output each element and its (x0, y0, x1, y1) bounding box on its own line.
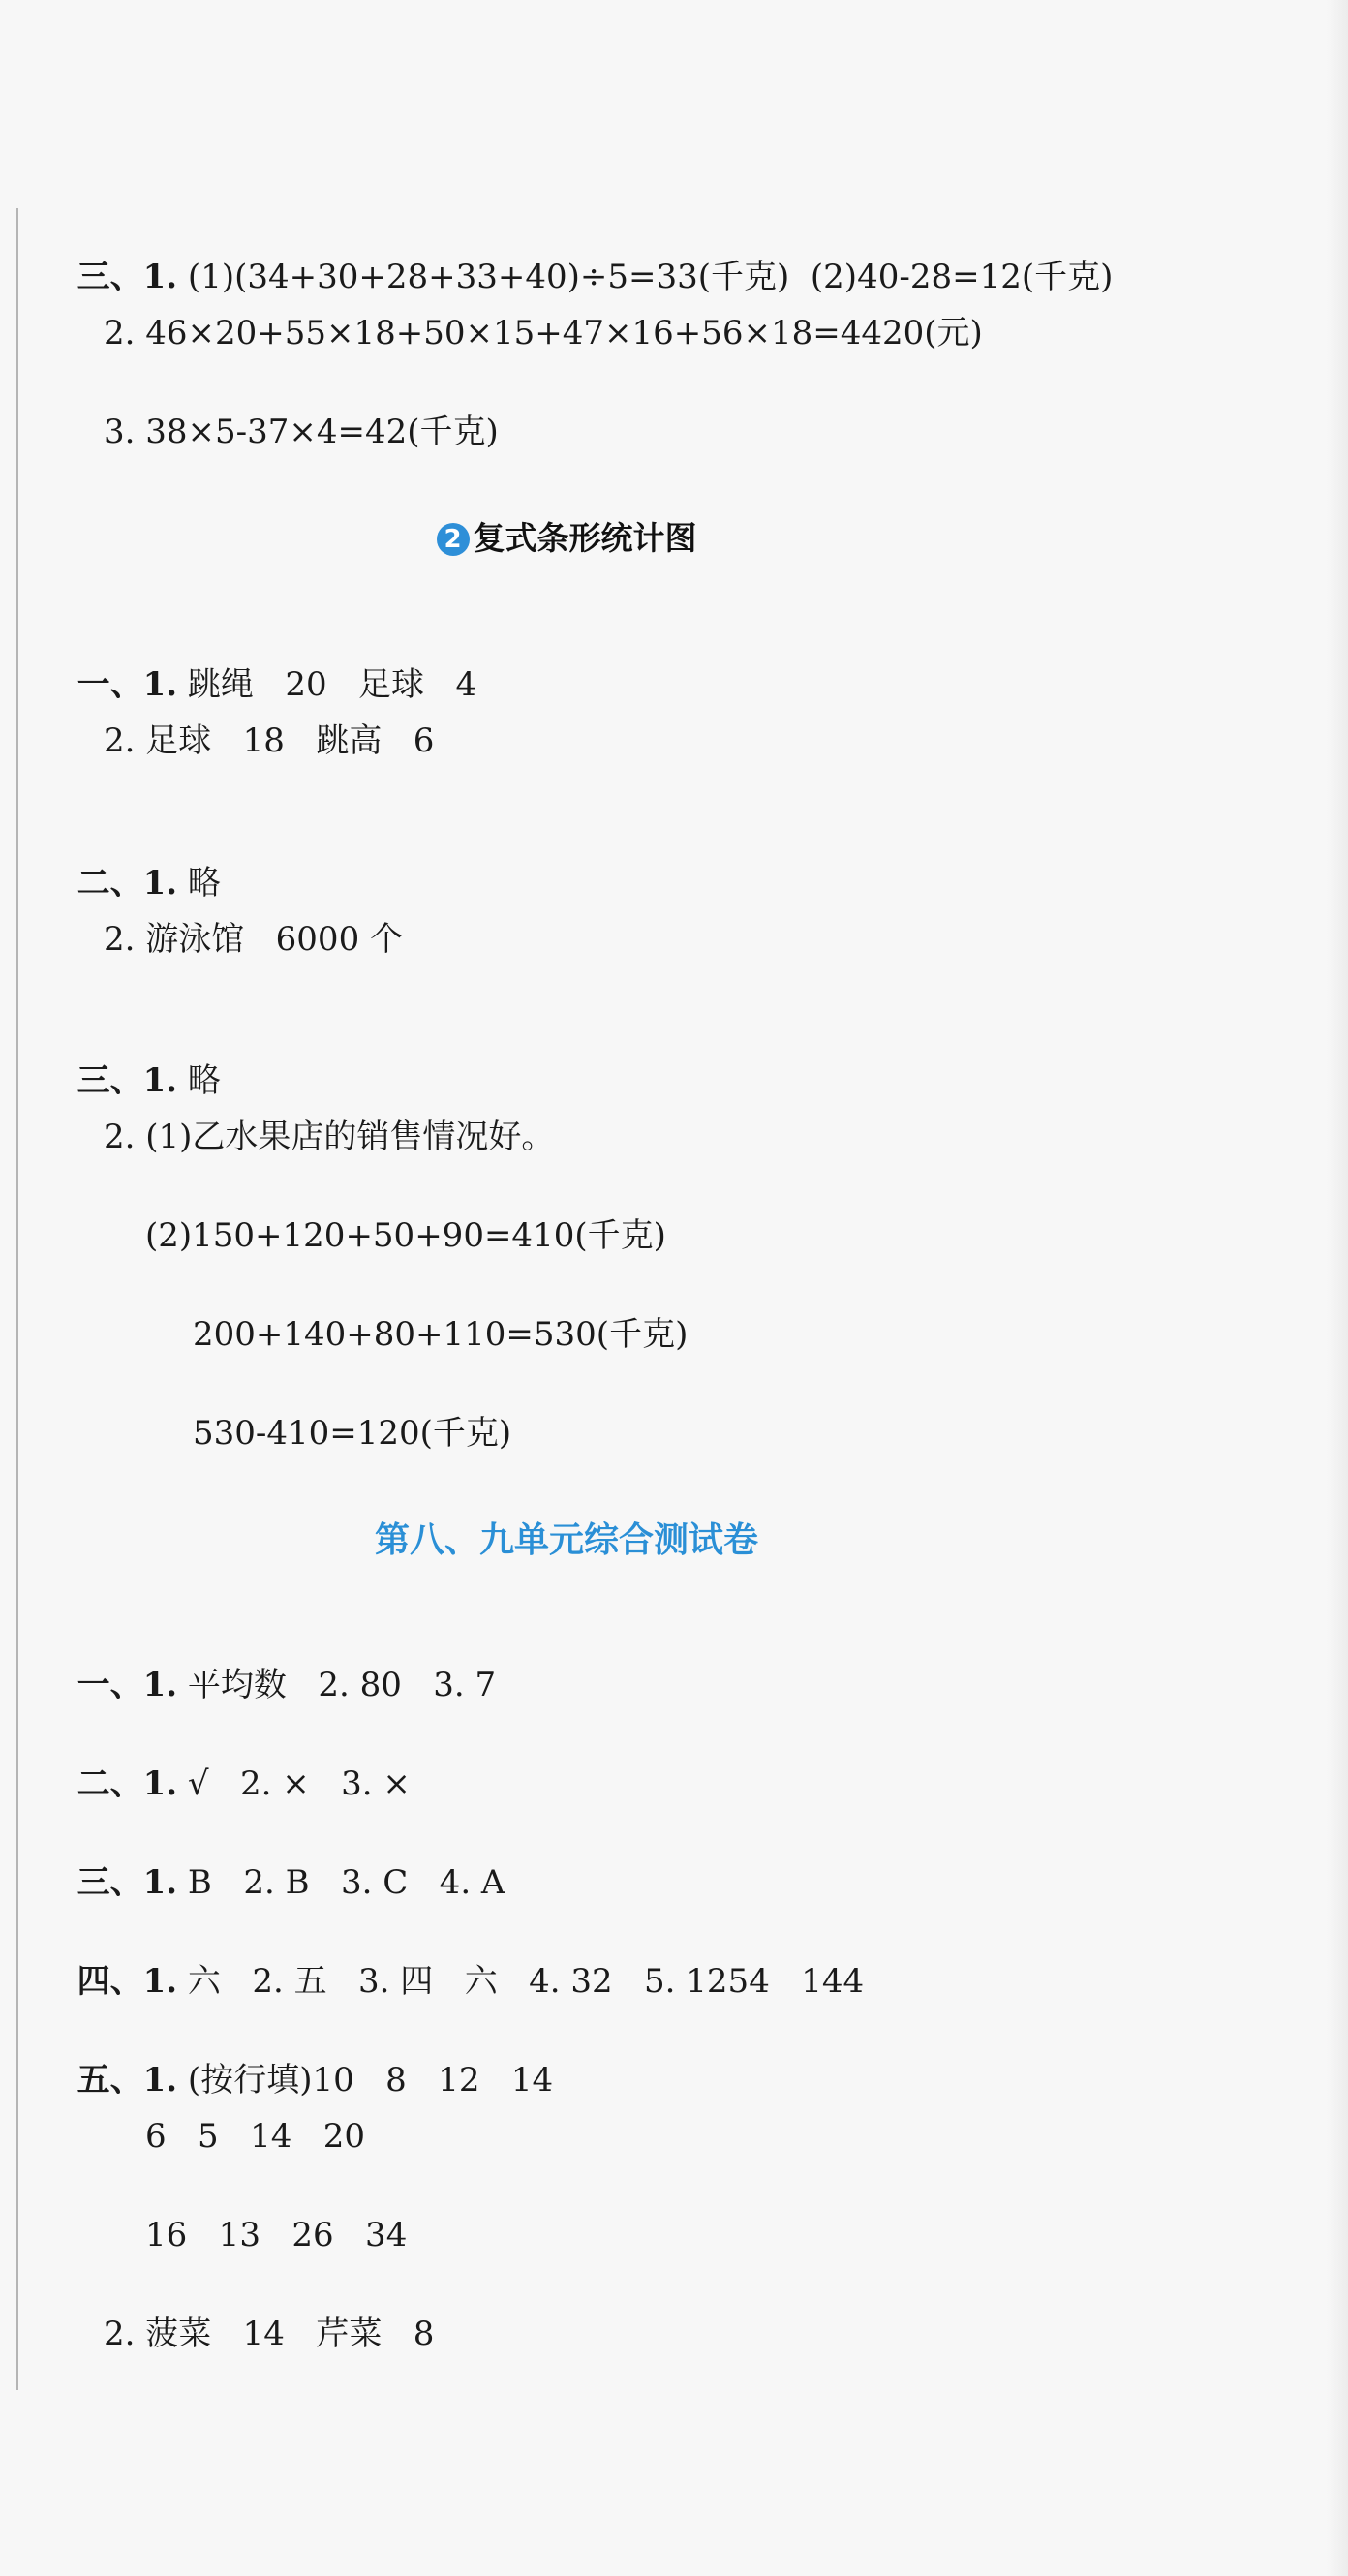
answer-line: 530-410=120(千克) (193, 1414, 512, 1453)
question-number: 一、1. (77, 1666, 178, 1704)
question-number: 三、1. (77, 258, 178, 296)
section-number-badge: 2 (437, 523, 470, 556)
answer-line (56, 1917, 864, 2003)
answer-line: 3. 38×5-37×4=42(千克) (104, 413, 499, 451)
answer-line (56, 2016, 553, 2101)
question-number: 四、1. (77, 1962, 178, 2001)
answer-text: B 2. B 3. C 4. A (177, 1863, 506, 1902)
question-number: 五、1. (77, 2061, 178, 2100)
answer-line (56, 1621, 496, 1706)
answer-text: (按行填)10 8 12 14 (177, 2061, 554, 2100)
question-number: 二、1. (77, 864, 178, 903)
test-section-title: 第八、九单元综合测试卷 (374, 1519, 758, 1560)
answer-line: 2. (1)乙水果店的销售情况好。 (104, 1118, 555, 1156)
answer-line: 16 13 26 34 (145, 2216, 408, 2254)
question-number: 二、1. (77, 1764, 178, 1803)
answer-line: 2. 菠菜 14 芹菜 8 (104, 2315, 435, 2353)
answer-text: (1)(34+30+28+33+40)÷5=33(千克) (2)40-28=12(千克) (177, 258, 1114, 296)
section-heading (0, 517, 1133, 560)
answer-line: 6 5 14 20 (145, 2117, 366, 2156)
answer-text: 平均数 2. 80 3. 7 (177, 1666, 497, 1704)
answer-line: 2. 游泳馆 6000 个 (104, 920, 404, 959)
answer-line (56, 621, 476, 706)
answer-line (56, 1017, 221, 1102)
answer-line: 200+140+80+110=530(千克) (193, 1315, 689, 1354)
answer-line (56, 819, 221, 905)
answer-line (56, 1720, 411, 1805)
answer-line: 2. 46×20+55×18+50×15+47×16+56×18=4420(元) (104, 314, 983, 353)
answer-line (56, 213, 1113, 298)
question-number: 三、1. (77, 1863, 178, 1902)
answer-line (56, 1819, 505, 1904)
question-number: 一、1. (77, 665, 178, 704)
answer-text: 跳绳 20 足球 4 (177, 665, 477, 704)
answer-line: (2)150+120+50+90=410(千克) (145, 1216, 666, 1255)
page-edge-shadow (1327, 0, 1348, 2576)
section-heading-text: 复式条形统计图 (473, 519, 697, 557)
answer-text: 略 (177, 864, 221, 903)
answer-text: 略 (177, 1061, 221, 1100)
answer-text: 六 2. 五 3. 四 六 4. 32 5. 1254 144 (177, 1962, 865, 2001)
answer-text: √ 2. × 3. × (177, 1764, 411, 1803)
answer-line: 2. 足球 18 跳高 6 (104, 721, 435, 760)
question-number: 三、1. (77, 1061, 178, 1100)
